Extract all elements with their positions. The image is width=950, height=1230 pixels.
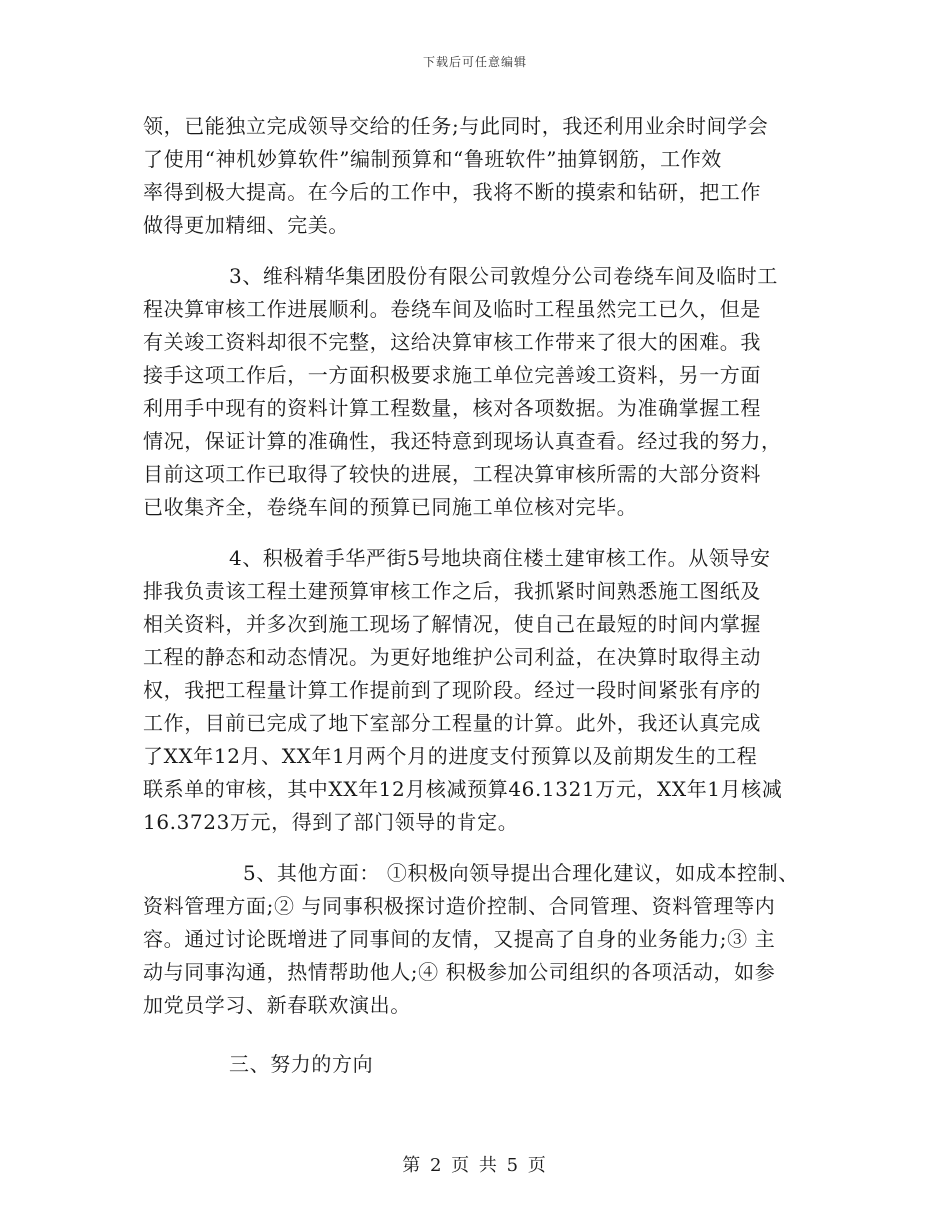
section-heading [143, 1048, 810, 1081]
paragraph-continuation [143, 110, 810, 242]
paragraph-gap [143, 839, 810, 857]
text-line: 权，我把工程量计算工作提前到了现阶段。经过一段时间紧张有序的 [143, 678, 761, 702]
text-line: 排我负责该工程土建预算审核工作之后，我抓紧时间熟悉施工图纸及 [143, 579, 761, 603]
paragraph-gap [143, 524, 810, 542]
text-line: 3、维科精华集团股份有限公司敦煌分公司卷绕车间及临时工 [229, 264, 778, 288]
text-line: 容。通过讨论既增进了同事间的友情，又提高了自身的业务能力;③ 主 [143, 927, 776, 951]
text-line: 16.3723万元，得到了部门领导的肯定。 [143, 810, 519, 834]
paragraph-item-3 [143, 260, 810, 524]
text-line: 有关竣工资料却很不完整，这给决算审核工作带来了很大的困难。我 [143, 330, 761, 354]
text-line: 目前这项工作已取得了较快的进展，工程决算审核所需的大部分资料 [143, 462, 761, 486]
text-line: 情况，保证计算的准确性，我还特意到现场认真查看。经过我的努力， [143, 429, 782, 453]
text-line: 工程的静态和动态情况。为更好地维护公司利益，在决算时取得主动 [143, 645, 761, 669]
text-line: 联系单的审核，其中XX年12月核减预算46.1321万元，XX年1月核减 [143, 777, 783, 801]
text-line: 做得更加精细、完美。 [143, 213, 349, 237]
paragraph-gap [143, 1022, 810, 1048]
paragraph-item-4 [143, 542, 810, 839]
text-line: 4、积极着手华严街5号地块商住楼土建审核工作。从领导安 [229, 546, 771, 570]
text-line: 已收集齐全，卷绕车间的预算已同施工单位核对完毕。 [143, 495, 638, 519]
text-line: 相关资料，并多次到施工现场了解情况，使自己在最短的时间内掌握 [143, 612, 761, 636]
page-header: 下载后可任意编辑 [422, 55, 527, 69]
text-line: 程决算审核工作进展顺利。卷绕车间及临时工程虽然完工已久，但是 [143, 297, 761, 321]
text-line: 利用手中现有的资料计算工程数量，核对各项数据。为准确掌握工程 [143, 396, 761, 420]
text-line: 领，已能独立完成领导交给的任务;与此同时，我还利用业余时间学会 [143, 114, 769, 138]
page-number: 第 2 页 共 5 页 [402, 1155, 548, 1176]
text-line: 资料管理方面;② 与同事积极探讨造价控制、合同管理、资料管理等内 [143, 894, 776, 918]
text-line: 动与同事沟通，热情帮助他人;④ 积极参加公司组织的各项活动，如参 [143, 960, 776, 984]
text-line: 了XX年12月、XX年1月两个月的进度支付预算以及前期发生的工程 [143, 744, 758, 768]
paragraph-item-5 [143, 857, 810, 1022]
section-title: 三、努力的方向 [229, 1052, 374, 1076]
paragraph-gap [143, 242, 810, 260]
text-line: 工作，目前已完成了地下室部分工程量的计算。此外，我还认真完成 [143, 711, 761, 735]
text-line: 接手这项工作后，一方面积极要求施工单位完善竣工资料，另一方面 [143, 363, 761, 387]
text-line: 5、其他方面： ①积极向领导提出合理化建议，如成本控制、 [243, 861, 799, 885]
document-body [143, 110, 810, 1081]
text-line: 加党员学习、新春联欢演出。 [143, 993, 411, 1017]
text-line: 率得到极大提高。在今后的工作中，我将不断的摸索和钻研，把工作 [143, 180, 761, 204]
text-line: 了使用“神机妙算软件”编制预算和“鲁班软件”抽算钢筋，工作效 [143, 147, 722, 171]
